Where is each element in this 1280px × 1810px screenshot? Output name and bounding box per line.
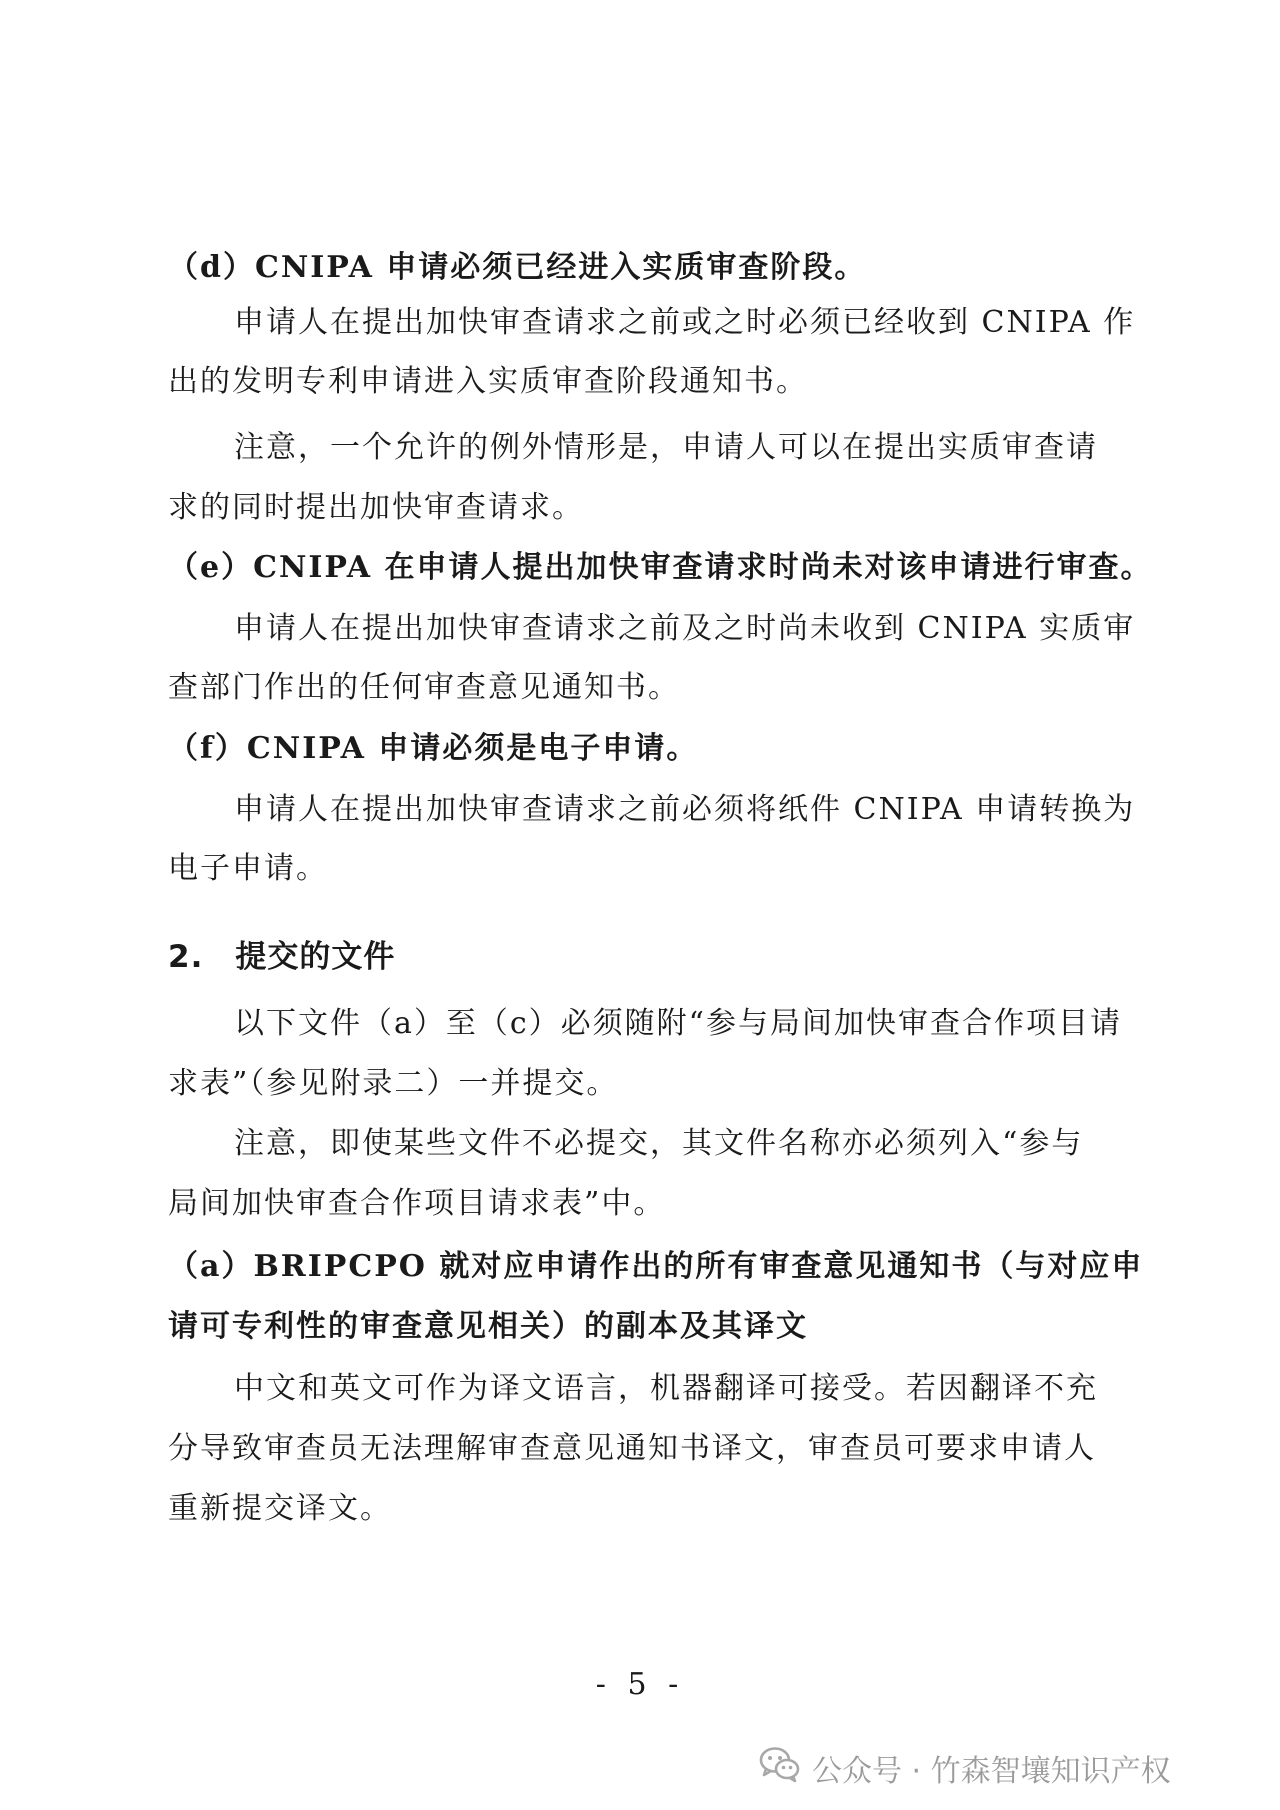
heading-a: （a）BRIPCPO 就对应申请作出的所有审查意见通知书（与对应申 — [168, 1249, 1144, 1284]
paragraph-line: 局间加快审查合作项目请求表”中。 — [168, 1186, 666, 1221]
paragraph-line: 申请人在提出加快审查请求之前必须将纸件 CNIPA 申请转换为 — [234, 792, 1136, 827]
paragraph-line: 查部门作出的任何审查意见通知书。 — [168, 670, 680, 705]
paragraph-line: 以下文件（a）至（c）必须随附“参与局间加快审查合作项目请 — [234, 1006, 1123, 1041]
paragraph-line: 注意，一个允许的例外情形是，申请人可以在提出实质审查请 — [234, 430, 1098, 465]
heading-f: （f）CNIPA 申请必须是电子申请。 — [168, 731, 699, 766]
heading-e: （e）CNIPA 在申请人提出加快审查请求时尚未对该申请进行审查。 — [168, 550, 1153, 585]
page-number: - 5 - — [595, 1667, 685, 1702]
watermark — [758, 1744, 1171, 1792]
paragraph-line: 求的同时提出加快审查请求。 — [168, 490, 584, 525]
paragraph-line: 申请人在提出加快审查请求之前及之时尚未收到 CNIPA 实质审 — [234, 611, 1136, 646]
heading-a-continued: 请可专利性的审查意见相关）的副本及其译文 — [168, 1309, 808, 1344]
section-heading: 2. 提交的文件 — [168, 939, 396, 975]
paragraph-line: 求表”（参见附录二）一并提交。 — [168, 1066, 619, 1101]
paragraph-line: 电子申请。 — [168, 851, 328, 886]
heading-d: （d）CNIPA 申请必须已经进入实质审查阶段。 — [168, 250, 867, 285]
wechat-icon — [758, 1744, 802, 1792]
watermark-text: 公众号 · 竹森智壤知识产权 — [812, 1754, 1171, 1789]
paragraph-line: 申请人在提出加快审查请求之前或之时必须已经收到 CNIPA 作 — [234, 305, 1136, 340]
paragraph-line: 分导致审查员无法理解审查意见通知书译文，审查员可要求申请人 — [168, 1431, 1096, 1466]
paragraph-line: 注意，即使某些文件不必提交，其文件名称亦必须列入“参与 — [234, 1126, 1084, 1161]
paragraph-line: 重新提交译文。 — [168, 1491, 392, 1526]
paragraph-line: 出的发明专利申请进入实质审查阶段通知书。 — [168, 364, 808, 399]
paragraph-line: 中文和英文可作为译文语言，机器翻译可接受。若因翻译不充 — [234, 1371, 1098, 1406]
